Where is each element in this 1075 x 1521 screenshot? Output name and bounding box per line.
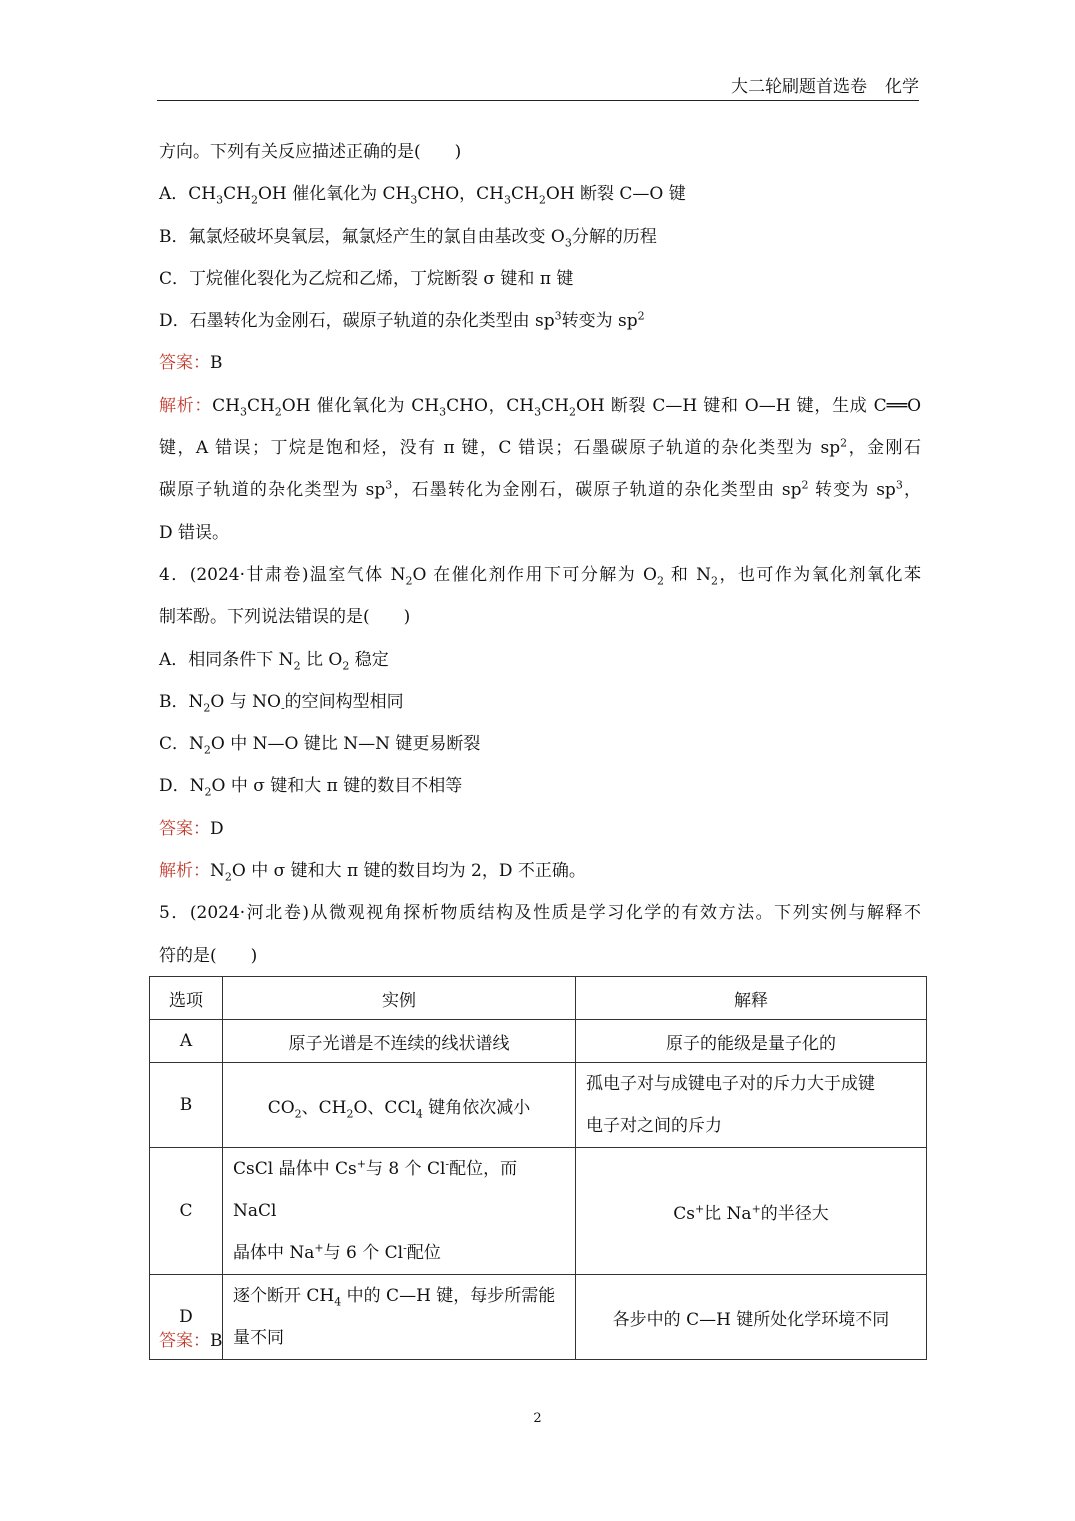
table-cell: D (150, 1275, 223, 1360)
table-header-cell: 实例 (223, 977, 576, 1020)
answer-label: 答案： (159, 818, 210, 839)
q5-table (149, 976, 927, 1360)
q3-parse-line-4: D 错误。 (159, 522, 230, 543)
answer-label: 答案： (159, 353, 210, 374)
q3-option-b: B．氟氯烃破坏臭氧层，氟氯烃产生的氯自由基改变 $O_3$分解的历程 (159, 226, 657, 249)
table-cell: CsCl 晶体中 Cs+与 8 个 Cl-配位，而 NaCl 晶体中 Na+与 6 个 Cl-配位 (223, 1148, 576, 1275)
q3-answer: 答案：B (159, 353, 223, 374)
header-subject: 化学 (885, 77, 919, 97)
header-book-title: 大二轮刷题首选卷 (731, 77, 867, 97)
q3-parse-line-3: 碳原子轨道的杂化类型为 $sp^3$，石墨转化为金刚石，碳原子轨道的杂化类型由 $sp^2$ 转变为 $sp^3$， (159, 478, 921, 501)
q3-option-a: A．$CH_3CH_2OH$ 催化氧化为 $CH_3CHO$，$CH_3CH_2OH$ 断裂 C—O 键 (159, 184, 686, 207)
q3-stem-tail: 方向。下列有关反应描述正确的是( ) (159, 142, 462, 162)
q4-stem-line-2: 制苯酚。下列说法错误的是( ) (159, 607, 411, 628)
table-header-row (150, 977, 927, 1020)
q4-option-c: C．$N_2O$ 中 N—O 键比 N—N 键更易断裂 (159, 734, 481, 757)
table-header-cell: 选项 (150, 977, 223, 1020)
table-row (150, 1063, 927, 1148)
table-cell: C (150, 1148, 223, 1275)
parse-label: 解析： (159, 395, 213, 416)
table-cell: A (150, 1020, 223, 1063)
page-number: 2 (533, 1411, 542, 1426)
page-header (157, 74, 919, 101)
q4-answer: 答案：D (159, 818, 224, 839)
table-row (150, 1275, 927, 1360)
table-row (150, 1148, 927, 1275)
table-cell: 孤电子对与成键电子对的斥力大于成键 电子对之间的斥力 (576, 1063, 927, 1148)
q3-option-d: D．石墨转化为金刚石，碳原子轨道的杂化类型由 $sp^3$转变为 $sp^2$ (159, 309, 645, 332)
answer-label: 答案： (159, 1331, 210, 1351)
table-row (150, 1020, 927, 1063)
q3-option-c: C．丁烷催化裂化为乙烷和乙烯，丁烷断裂 σ 键和 π 键 (159, 268, 574, 289)
table-cell: Cs+比 Na+的半径大 (576, 1148, 927, 1275)
q4-stem-line-1: 4．(2024·甘肃卷)温室气体 $N_2O$ 在催化剂作用下可分解为 $O_2$ 和 $N_2$，也可作为氧化剂氧化苯 (159, 564, 922, 588)
table-cell: 原子光谱是不连续的线状谱线 (223, 1020, 576, 1063)
table-header-cell: 解释 (576, 977, 927, 1020)
q5-answer: 答案：B (159, 1331, 223, 1351)
q4-option-a: A．相同条件下 $N_2$ 比 $O_2$ 稳定 (159, 649, 389, 672)
q4-parse: 解析：$N_2O$ 中 σ 键和大 π 键的数目均为 2，D 不正确。 (159, 861, 586, 884)
q5-stem-line-2: 符的是( ) (159, 945, 258, 966)
document-body (159, 131, 921, 977)
parse-label: 解析： (159, 861, 210, 882)
table-cell: 逐个断开 $CH_4$ 中的 C—H 键，每步所需能 量不同 (223, 1275, 576, 1360)
q5-stem-line-1: 5．(2024·河北卷)从微观视角探析物质结构及性质是学习化学的有效方法。下列实例与解释不 (159, 903, 921, 924)
table-cell: 各步中的 C—H 键所处化学环境不同 (576, 1275, 927, 1360)
table-cell: B (150, 1063, 223, 1148)
table-cell: 原子的能级是量子化的 (576, 1020, 927, 1063)
q4-option-d: D．$N_2O$ 中 σ 键和大 π 键的数目不相等 (159, 776, 463, 799)
q3-parse-line-2: 键，A 错误；丁烷是饱和烃，没有 π 键，C 错误；石墨碳原子轨道的杂化类型为 $sp^2$，金刚石 (159, 436, 922, 459)
q3-parse-line-1: 解析：$CH_3CH_2OH$ 催化氧化为 $CH_3CHO$，$CH_3CH_2OH$ 断裂 C—H 键和 O—H 键，生成 C══O (159, 395, 922, 419)
table-cell: $CO_2$、$CH_2O$、CCl$_4$ 键角依次减小 (223, 1063, 576, 1148)
q4-option-b: B．$N_2O$ 与 $NO_-$的空间构型相同 (159, 691, 404, 715)
